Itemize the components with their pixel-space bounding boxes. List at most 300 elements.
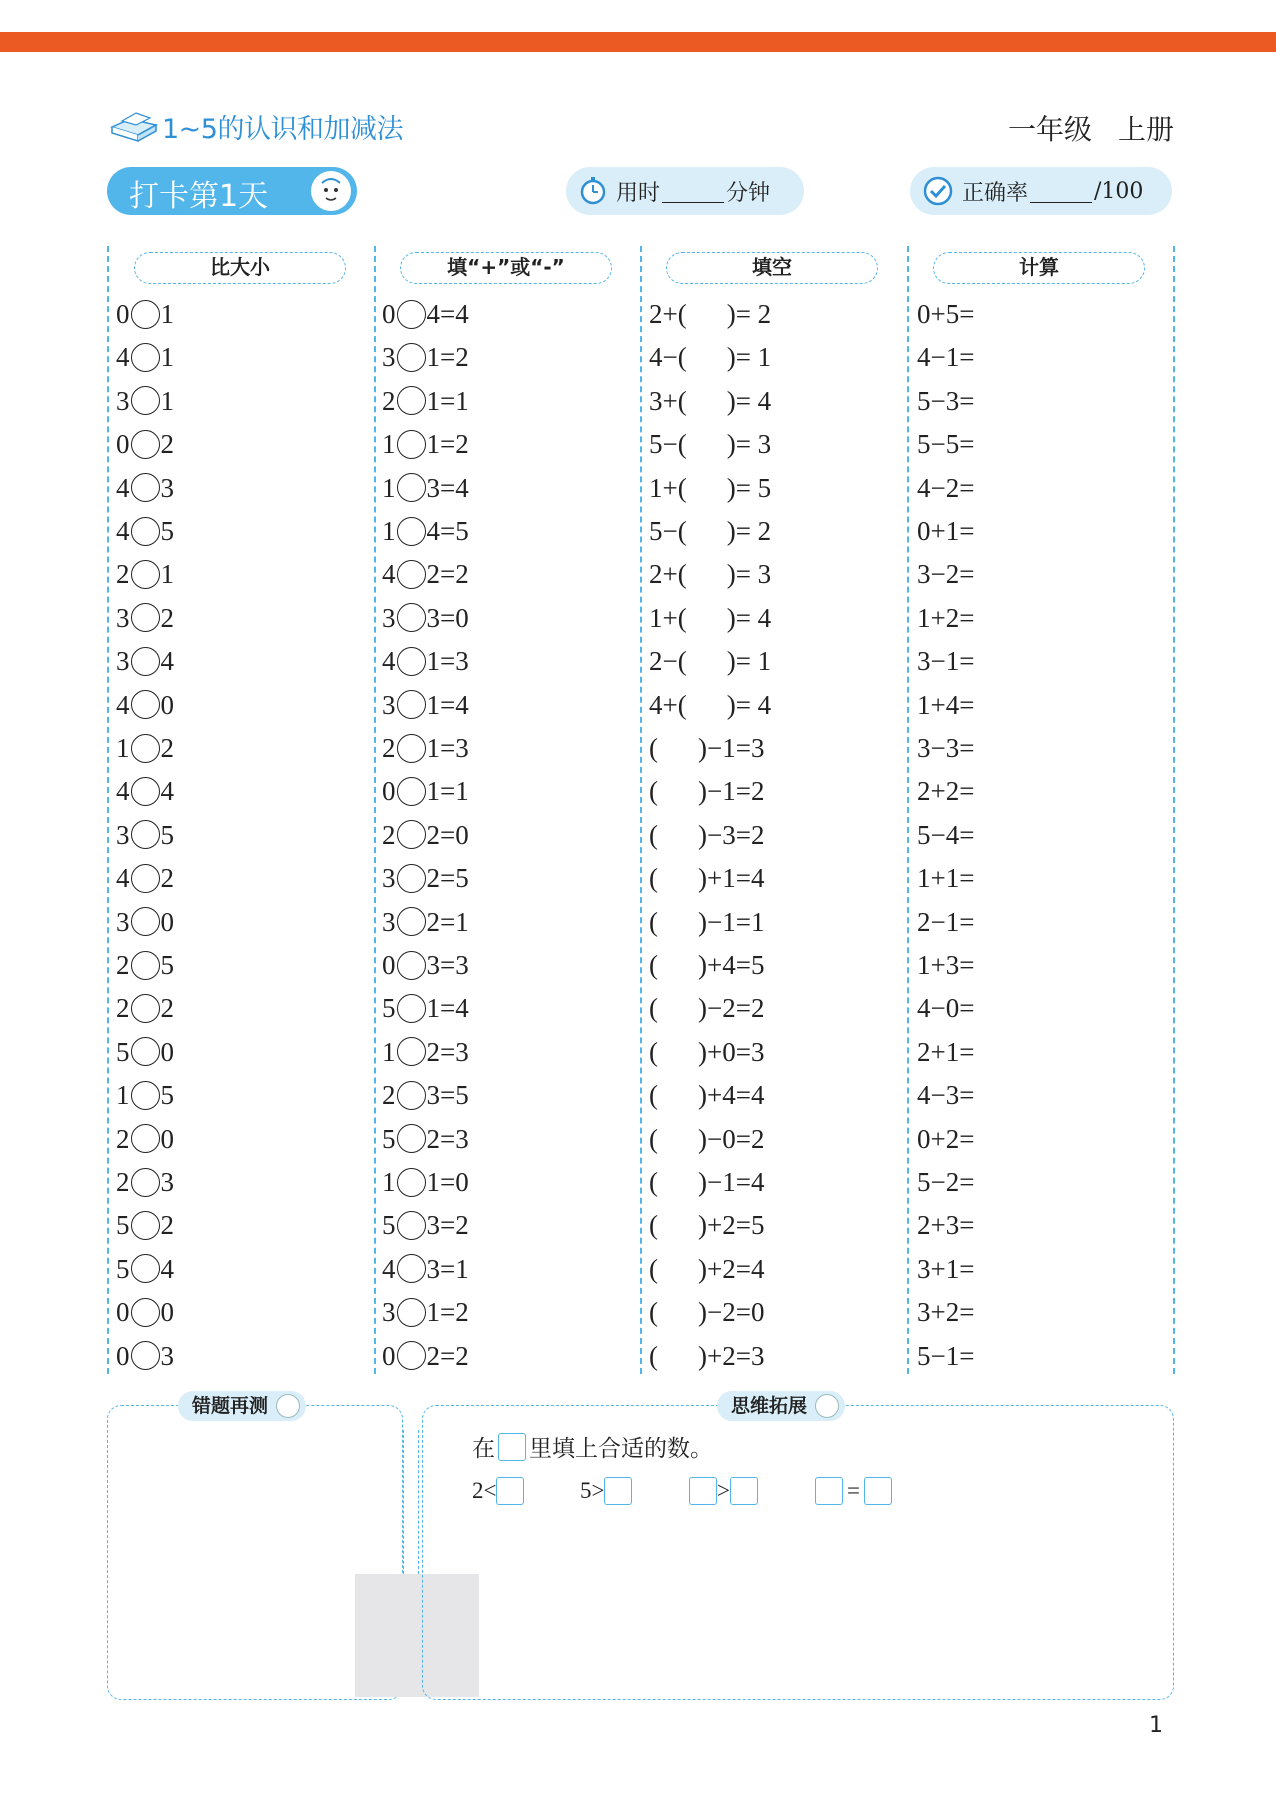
calc-row [917,685,974,725]
left-number: 2 [382,385,396,416]
answer-circle[interactable] [397,907,426,936]
right-number: 2 [160,602,174,633]
sign-row [382,685,469,725]
compare-row [116,858,174,898]
compare-row [116,685,174,725]
fill-suffix: )= 2 [726,299,772,329]
fill-row [649,988,764,1028]
answer-box[interactable] [496,1477,524,1505]
answer-circle[interactable] [131,560,160,589]
left-number: 2 [382,819,396,850]
calc-row [917,511,974,551]
open-paren: ( [649,1253,658,1284]
score-total: /100 [1094,178,1144,204]
sign-row [382,815,469,855]
answer-circle[interactable] [397,300,426,329]
calc-expression: 1+4= [917,689,975,720]
calc-expression: 2+2= [917,776,975,807]
sign-row [382,554,469,594]
compare-row [116,468,174,508]
review-label-text: 错题再测 [192,1395,269,1417]
sign-row [382,424,469,464]
fill-row [649,728,764,768]
answer-box[interactable] [604,1477,632,1505]
left-number: 4 [116,516,130,546]
left-number: 5 [116,1210,130,1241]
time-label: 用时 [616,180,661,206]
fill-row [649,1292,764,1332]
sign-row [382,988,469,1028]
right-number: 2 [160,1210,174,1241]
compare-row [116,815,174,855]
chapter-title: 1~5的认识和加减法 [162,113,403,145]
open-paren: ( [649,1167,658,1197]
column-divider [907,246,909,1374]
right-number: 0 [160,906,174,937]
fill-suffix: )= 3 [726,429,772,460]
calc-expression: 4−0= [917,993,975,1024]
right-number: 3 [160,1340,174,1371]
books-icon [110,109,160,143]
fill-prefix: 2−( [649,646,687,677]
open-paren: ( [649,1210,658,1241]
fill-suffix: )= 4 [726,602,772,633]
calc-row [917,1205,974,1245]
mascot-icon [815,1394,839,1418]
equation-rest: 2=3 [426,1123,469,1154]
open-paren: ( [649,1340,658,1371]
left-number: 5 [382,1123,396,1154]
compare-row [116,294,174,334]
calc-row [917,902,974,942]
extension-item [815,1477,892,1505]
calc-row [917,337,974,377]
fill-row [649,902,764,942]
answer-box[interactable] [864,1477,892,1505]
left-number: 0 [382,1340,396,1371]
mascot-icon [276,1394,300,1418]
open-paren: ( [649,819,658,850]
grade: 一年级 [1007,113,1092,146]
answer-circle[interactable] [397,343,426,372]
answer-circle[interactable] [131,864,160,893]
left-number: 4 [116,863,130,894]
right-number: 2 [160,429,174,460]
answer-circle[interactable] [397,777,426,806]
open-paren: ( [649,733,658,763]
answer-circle[interactable] [397,1298,426,1327]
answer-circle[interactable] [131,777,160,806]
fill-suffix: )+1=4 [698,863,765,894]
open-paren: ( [649,1036,658,1067]
calc-expression: 5−4= [917,819,975,850]
compare-row [116,1032,174,1072]
left-number: 2 [382,733,396,763]
open-paren: ( [649,1080,658,1111]
answer-circle[interactable] [131,1168,160,1197]
left-number: 2 [116,1167,130,1197]
compare-row [116,945,174,985]
answer-circle[interactable] [131,1211,160,1240]
calc-row [917,1032,974,1072]
calc-expression: 0+1= [917,516,975,546]
left-number: 1 [382,516,396,546]
fill-suffix: )= 1 [726,646,772,677]
fill-suffix: )−2=2 [698,993,765,1024]
left-number: 2 [116,950,130,980]
answer-circle[interactable] [397,690,426,719]
fill-suffix: )+0=3 [698,1036,765,1067]
left-number: 3 [116,906,130,937]
equation-rest: 3=5 [426,1080,469,1111]
fill-row [649,945,764,985]
answer-circle[interactable] [397,820,426,849]
answer-circle[interactable] [131,343,160,372]
left-number: 2 [116,1123,130,1154]
equation-rest: 1=4 [426,993,469,1024]
open-paren: ( [649,776,658,807]
calc-row [917,988,974,1028]
answer-circle[interactable] [131,907,160,936]
left-number: 0 [382,776,396,807]
extension-label [717,1391,845,1421]
answer-circle[interactable] [397,473,426,502]
calc-expression: 3−3= [917,733,975,763]
answer-circle[interactable] [131,994,160,1023]
sign-row [382,1162,469,1202]
compare-row [116,381,174,421]
left-number: 4 [382,559,396,590]
answer-circle[interactable] [131,1037,160,1066]
left-number: 1 [382,472,396,503]
fill-row [649,815,764,855]
review-label [178,1391,306,1421]
calc-expression: 3+1= [917,1253,975,1284]
sign-row [382,1119,469,1159]
left-number: 4 [116,342,130,373]
fill-row [649,424,771,464]
calc-expression: 2+1= [917,1036,975,1067]
fill-suffix: )+4=4 [698,1080,765,1111]
answer-circle[interactable] [131,1081,160,1110]
answer-box[interactable] [730,1477,758,1505]
answer-circle[interactable] [397,994,426,1023]
answer-circle[interactable] [131,603,160,632]
answer-circle[interactable] [397,1341,426,1370]
fill-row [649,1075,764,1115]
column-divider [640,246,642,1374]
compare-row [116,641,174,681]
calc-expression: 0+2= [917,1123,975,1154]
right-number: 1 [160,299,174,329]
fill-prefix: 5−( [649,516,687,546]
calc-expression: 3−2= [917,559,975,590]
right-number: 3 [160,472,174,503]
answer-circle[interactable] [131,820,160,849]
fill-prefix: 4−( [649,342,687,373]
left-number: 3 [382,602,396,633]
heading-fill: 填空 [666,252,878,284]
compare-row [116,1249,174,1289]
answer-box[interactable] [815,1477,843,1505]
fill-row [649,511,771,551]
fill-suffix: )+2=4 [698,1253,765,1284]
answer-circle[interactable] [131,1124,160,1153]
left-number: 1 [382,1167,396,1197]
calc-row [917,554,974,594]
left-number: 0 [382,299,396,329]
open-paren: ( [649,906,658,937]
answer-circle[interactable] [131,517,160,546]
right-number: 1 [160,559,174,590]
fill-row [649,381,771,421]
answer-circle[interactable] [397,560,426,589]
sign-row [382,1205,469,1245]
sign-row [382,1032,469,1072]
right-number: 0 [160,1123,174,1154]
fill-row [649,1249,764,1289]
calc-expression: 1+3= [917,950,975,980]
left-number: 0 [116,1297,130,1328]
open-paren: ( [649,1297,658,1328]
left-number: 4 [382,646,396,677]
equation-rest: 1=2 [426,1297,469,1328]
fill-suffix: )= 5 [726,472,772,503]
calc-expression: 5−3= [917,385,975,416]
fill-suffix: )−1=2 [698,776,765,807]
extension-prompt [472,1430,713,1463]
calc-expression: 5−1= [917,1340,975,1371]
compare-row [116,1205,174,1245]
left-number: 3 [382,689,396,720]
left-number: 5 [116,1253,130,1284]
column-divider [107,246,109,1374]
heading-sign: 填“+”或“-” [400,252,612,284]
calc-expression: 3−1= [917,646,975,677]
answer-circle[interactable] [397,1254,426,1283]
grade-label [1008,108,1174,148]
answer-circle[interactable] [397,864,426,893]
score-field [910,167,1172,215]
sign-row [382,381,469,421]
right-number: 1 [160,342,174,373]
right-number: 3 [160,1167,174,1197]
fill-row [649,1119,764,1159]
item-text: 5> [580,1478,605,1503]
box-connector [403,1430,404,1574]
left-number: 3 [116,819,130,850]
answer-circle[interactable] [131,1298,160,1327]
answer-circle[interactable] [397,647,426,676]
check-icon [922,175,954,207]
left-number: 1 [382,429,396,460]
fill-row [649,858,764,898]
answer-box [498,1433,526,1461]
compare-row [116,1119,174,1159]
fill-prefix: 4+( [649,689,687,720]
fill-suffix: )= 3 [726,559,772,590]
calc-row [917,424,974,464]
answer-circle[interactable] [397,386,426,415]
equation-rest: 3=2 [426,1210,469,1241]
calc-expression: 5−5= [917,429,975,460]
fill-row [649,1032,764,1072]
calc-row [917,1336,974,1376]
calc-row [917,294,974,334]
right-number: 5 [160,819,174,850]
left-number: 4 [116,689,130,720]
column-divider [374,246,376,1374]
fill-row [649,598,771,638]
equation-rest: 4=5 [426,516,469,546]
sign-row [382,468,469,508]
answer-circle[interactable] [397,1168,426,1197]
equation-rest: 3=1 [426,1253,469,1284]
fill-row [649,1162,764,1202]
prompt-post: 里填上合适的数。 [529,1436,713,1462]
equation-rest: 3=3 [426,950,469,980]
answer-circle[interactable] [397,1037,426,1066]
time-field [566,167,804,215]
fill-prefix: 3+( [649,385,687,416]
left-number: 1 [116,1080,130,1111]
chapter-header [110,106,403,146]
answer-box[interactable] [689,1477,717,1505]
answer-circle[interactable] [131,386,160,415]
equation-rest: 2=2 [426,1340,469,1371]
equation-rest: 3=4 [426,472,469,503]
fill-row [649,1205,764,1245]
equation-rest: 1=3 [426,733,469,763]
calc-expression: 5−2= [917,1167,975,1197]
stopwatch-icon [578,176,608,206]
calc-expression: 2−1= [917,906,975,937]
calc-row [917,1075,974,1115]
fill-prefix: 2+( [649,559,687,590]
sign-row [382,337,469,377]
time-unit: 分钟 [726,180,771,206]
answer-circle[interactable] [131,1341,160,1370]
volume: 上册 [1117,113,1174,146]
answer-circle[interactable] [397,603,426,632]
sign-row [382,1336,469,1376]
compare-row [116,728,174,768]
left-number: 4 [382,1253,396,1284]
left-number: 3 [382,863,396,894]
right-number: 1 [160,385,174,416]
fill-suffix: )−1=4 [698,1167,765,1197]
answer-circle[interactable] [131,1254,160,1283]
left-number: 2 [116,559,130,590]
answer-circle[interactable] [397,951,426,980]
left-number: 0 [382,950,396,980]
right-number: 4 [160,646,174,677]
heading-calc: 计算 [933,252,1145,284]
fill-suffix: )−2=0 [698,1297,765,1328]
right-number: 5 [160,516,174,546]
left-number: 5 [382,1210,396,1241]
answer-circle[interactable] [131,647,160,676]
left-number: 3 [116,646,130,677]
left-number: 3 [382,906,396,937]
score-blank[interactable] [1030,180,1092,203]
answer-circle[interactable] [131,690,160,719]
calc-row [917,381,974,421]
right-number: 2 [160,733,174,763]
fill-suffix: )−1=3 [698,733,765,763]
compare-row [116,511,174,551]
answer-circle[interactable] [397,430,426,459]
equation-rest: 2=1 [426,906,469,937]
fill-suffix: )+2=5 [698,1210,765,1241]
right-number: 0 [160,1036,174,1067]
left-number: 0 [116,1340,130,1371]
answer-circle[interactable] [397,1081,426,1110]
answer-circle[interactable] [131,473,160,502]
fill-prefix: 1+( [649,602,687,633]
left-number: 3 [116,385,130,416]
mascot-icon [311,171,351,211]
sign-row [382,902,469,942]
day-label: 打卡第1天 [129,179,269,214]
answer-circle[interactable] [131,300,160,329]
sign-row [382,945,469,985]
fill-row [649,468,771,508]
open-paren: ( [649,1123,658,1154]
answer-circle[interactable] [397,1124,426,1153]
fill-suffix: )= 4 [726,385,772,416]
left-number: 4 [116,776,130,807]
open-paren: ( [649,993,658,1024]
fill-suffix: )+4=5 [698,950,765,980]
calc-row [917,771,974,811]
equation-rest: 2=5 [426,863,469,894]
right-number: 0 [160,1297,174,1328]
calc-expression: 1+1= [917,863,975,894]
left-number: 3 [382,342,396,373]
answer-circle[interactable] [131,951,160,980]
answer-circle[interactable] [397,1211,426,1240]
right-number: 5 [160,1080,174,1111]
calc-expression: 2+3= [917,1210,975,1241]
compare-row [116,554,174,594]
answer-circle[interactable] [131,430,160,459]
sign-row [382,728,469,768]
extension-label-text: 思维拓展 [731,1395,808,1417]
fill-row [649,685,771,725]
answer-circle[interactable] [397,517,426,546]
equation-rest: 3=0 [426,602,469,633]
prompt-pre: 在 [472,1436,495,1462]
day-tab [107,167,357,215]
right-number: 2 [160,863,174,894]
calc-row [917,468,974,508]
calc-expression: 4−3= [917,1080,975,1111]
fill-suffix: )−3=2 [698,819,765,850]
equation-rest: 2=3 [426,1036,469,1067]
answer-circle[interactable] [397,734,426,763]
fill-suffix: )−1=1 [698,906,765,937]
equation-rest: 1=3 [426,646,469,677]
sign-row [382,641,469,681]
equation-rest: 2=2 [426,559,469,590]
answer-circle[interactable] [131,734,160,763]
open-paren: ( [649,950,658,980]
fill-suffix: )+2=3 [698,1340,765,1371]
sign-row [382,511,469,551]
fill-suffix: )= 4 [726,689,772,720]
time-blank[interactable] [662,180,724,203]
